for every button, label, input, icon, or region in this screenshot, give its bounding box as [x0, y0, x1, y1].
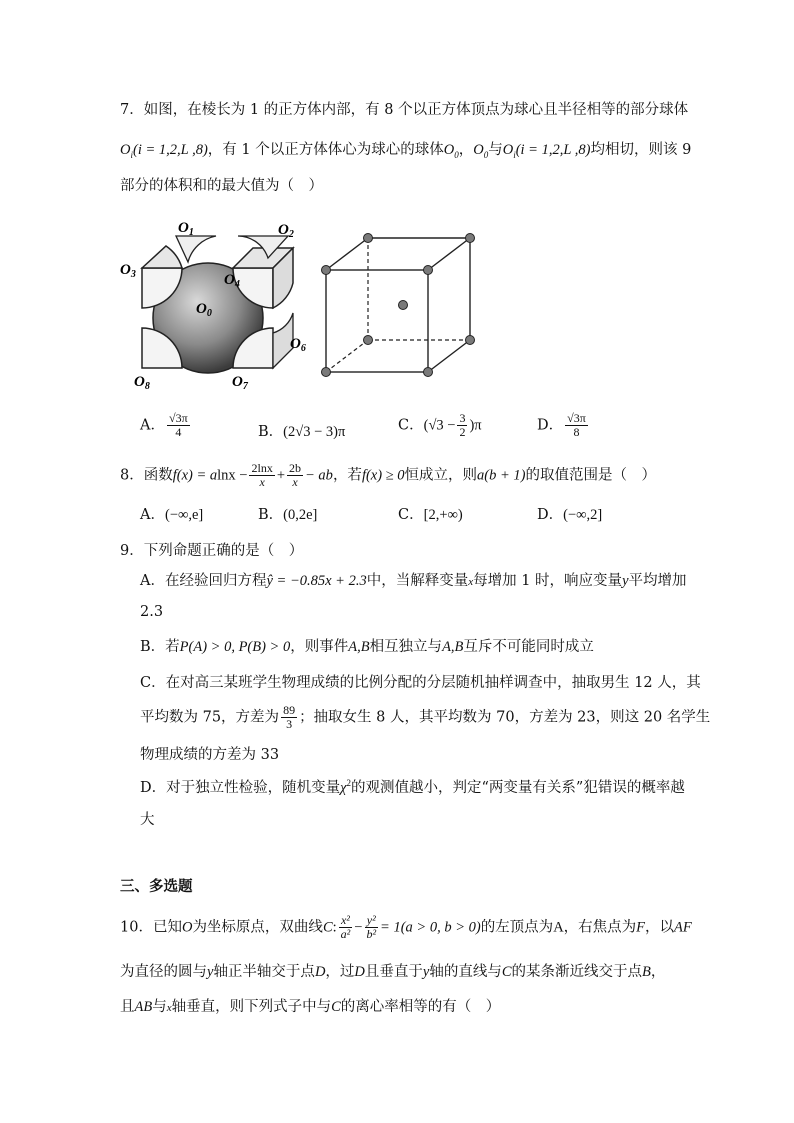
q7-line3: 部分的体积和的最大值为（ ）	[120, 178, 323, 194]
q7-symbol-o0: $O_0$	[443, 142, 459, 160]
q9-option-d-line2: 大	[140, 812, 155, 828]
vertex-dot	[322, 368, 331, 377]
section-title-multiple-choice: 三、多选题	[120, 878, 193, 895]
q8-option-a: A．(−∞,e]	[140, 507, 204, 523]
center-dot	[399, 301, 408, 310]
q7-symbol-oi-2: $O_i$	[502, 142, 516, 160]
q10-line1: 10．已知O为坐标原点，双曲线C: $\frac{\text{x²}}{\text{a²}}$ − $\frac{\text{y²}}{\text{b²}}$ = 1(a > 0, b > 0)的左顶点为A，右焦点为F，以AF	[120, 913, 692, 941]
q7-cond2: (i = 1,2,L ,8)	[515, 142, 591, 158]
q7-line2-text-b: 与	[488, 142, 503, 158]
q7-sphere-cube-figure	[118, 218, 318, 393]
q7-option-a: A． $\frac{√3\pi}{4}$	[140, 411, 188, 439]
q7-wireframe-cube-figure	[318, 230, 480, 380]
q8-stem: 8．函数f(x) = alnx − $\frac{2\ln x}{x}$ + $\frac{2b}{x}$ − ab，若f(x) ≥ 0恒成立，则a(b + 1)的取值范围是（ ）	[120, 461, 656, 489]
q7-line2-text-c: 均相切，则该 9	[590, 142, 692, 158]
q9-option-c-line3: 物理成绩的方差为 33	[140, 747, 280, 763]
q9-stem: 9．下列命题正确的是（ ）	[120, 543, 304, 559]
q7-option-c-frac: $\frac{3}{2}$	[459, 411, 466, 439]
q8-option-d: D．(−∞,2]	[537, 507, 603, 523]
vertex-dot	[322, 266, 331, 275]
q10-frac-x: $\frac{\text{x²}}{\text{a²}}$	[340, 913, 351, 941]
label-o6: $O_6$	[290, 336, 306, 354]
q9-option-d-line1: D．对于独立性检验，随机变量$\chi^2$的观测值越小，判定“两变量有关系”犯错误的概率越	[140, 778, 685, 796]
vertex-dot	[424, 266, 433, 275]
q10-frac-y: $\frac{\text{y²}}{\text{b²}}$	[366, 913, 377, 941]
q7-cond: (i = 1,2,L ,8)	[133, 142, 208, 158]
q9-option-a-line1: A．在经验回归方程ŷ = −0.85x + 2.3中，当解释变量x每增加 1 时，响应变量y平均增加	[140, 573, 687, 589]
label-o1: $O_1$	[178, 220, 194, 238]
label-o2: $O_2$	[278, 222, 294, 240]
q8-frac-2: $\frac{2b}{x}$	[289, 461, 302, 489]
q8-option-b: B．(0,2e]	[258, 507, 318, 523]
label-o0: $O_0$	[196, 301, 212, 319]
q7-option-a-frac: $\frac{√3\pi}{4}$	[168, 411, 188, 439]
q7-option-b: B．(2√3 − 3)π	[258, 424, 346, 440]
q8-frac-1: $\frac{2\ln x}{x}$	[251, 461, 273, 489]
q10-line3: 且AB与x轴垂直，则下列式子中与C的离心率相等的有（ ）	[120, 999, 501, 1015]
label-o3: $O_3$	[120, 262, 136, 280]
q9-option-b: B．若P(A) > 0, P(B) > 0，则事件A,B相互独立与A,B互斥不可能同时成立	[140, 639, 594, 655]
vertex-dot	[466, 234, 475, 243]
q7-comma: ，	[458, 142, 474, 158]
q9-option-c-line2: 平均数为 75，方差为 $\frac{89}{3}$ ；抽取女生 8 人，其平均数为 70，方差为 23，则这 20 名学生	[140, 703, 711, 731]
q10-line2: 为直径的圆与y轴正半轴交于点D，过D且垂直于y轴的直线与C的某条渐近线交于点B，	[120, 964, 666, 980]
vertex-dot	[466, 336, 475, 345]
q8-option-c: C．[2,+∞)	[398, 507, 463, 523]
vertex-dot	[364, 336, 373, 345]
label-o4: $O_4$	[224, 272, 240, 290]
label-o7: $O_7$	[232, 374, 248, 392]
vertex-dot	[364, 234, 373, 243]
q7-option-d-frac: $\frac{√3\pi}{8}$	[567, 411, 586, 439]
q7-line1: 7．如图，在棱长为 1 的正方体内部，有 8 个以正方体顶点为球心且半径相等的部分球体	[120, 102, 689, 118]
q9-option-c-line1: C．在对高三某班学生物理成绩的比例分配的分层随机抽样调查中，抽取男生 12 人，其	[140, 675, 701, 691]
q7-line2	[120, 140, 691, 160]
label-o8: $O_8$	[134, 374, 150, 392]
q9-option-c-frac: $\frac{89}{3}$	[283, 703, 296, 731]
q7-symbol-oi: $O_i$	[120, 142, 133, 160]
q7-option-c: C．(√3 − $\frac{3}{2}$ )π	[398, 411, 482, 439]
q9-option-a-line2: 2.3	[140, 604, 164, 620]
q7-line2-text-a: ，有 1 个以正方体体心为球心的球体	[207, 142, 444, 158]
vertex-dot	[424, 368, 433, 377]
q7-option-d: D． $\frac{√3\pi}{8}$	[537, 411, 586, 439]
q7-symbol-o0b: $O_0$	[473, 142, 489, 160]
